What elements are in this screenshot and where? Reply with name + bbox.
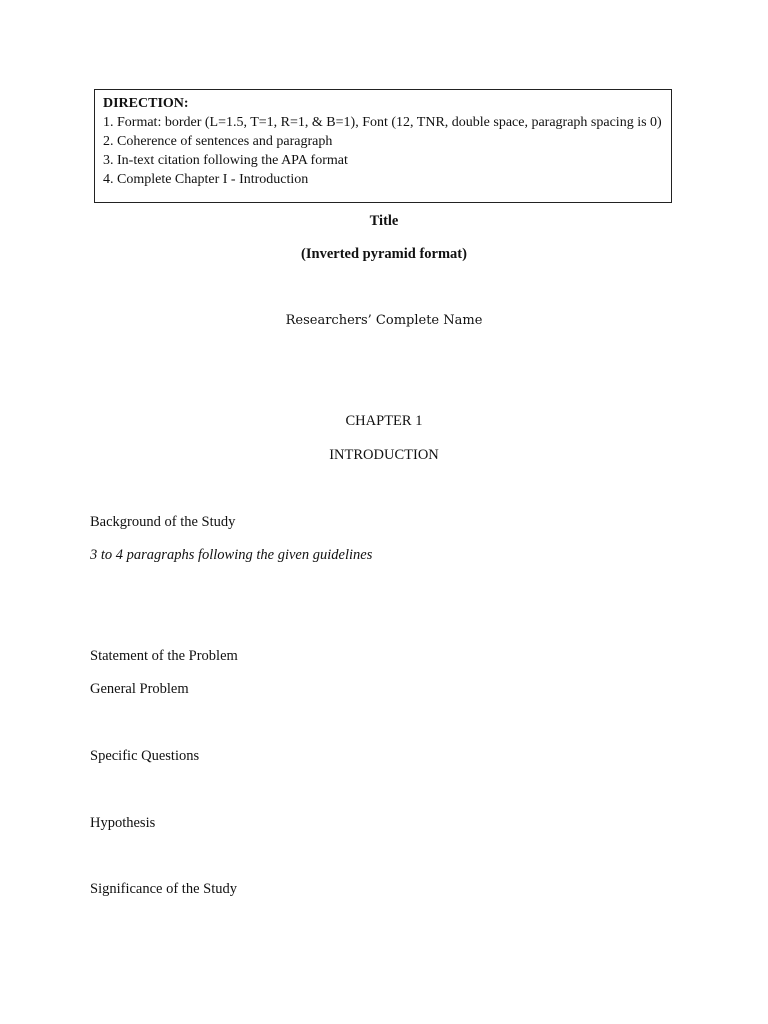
background-note: 3 to 4 paragraphs following the given guidelines — [90, 547, 373, 563]
chapter-title: INTRODUCTION — [329, 447, 439, 463]
researchers-name: Researchers’ Complete Name — [285, 313, 483, 328]
direction-item-1: 1. Format: border (L=1.5, T=1, R=1, & B=1), Font (12, TNR, double space, paragraph spacing is 0) — [103, 115, 662, 130]
document-title: Title — [369, 213, 399, 229]
direction-box — [94, 89, 672, 203]
direction-heading: DIRECTION: — [103, 96, 189, 111]
chapter-number: CHAPTER 1 — [345, 413, 423, 429]
section-specific-questions: Specific Questions — [90, 748, 200, 764]
section-statement: Statement of the Problem — [90, 648, 238, 664]
direction-item-4: 4. Complete Chapter I - Introduction — [103, 172, 309, 187]
section-hypothesis: Hypothesis — [90, 815, 156, 831]
section-general-problem: General Problem — [90, 681, 189, 697]
direction-item-2: 2. Coherence of sentences and paragraph — [103, 134, 333, 149]
section-significance: Significance of the Study — [90, 881, 237, 897]
section-background: Background of the Study — [90, 514, 236, 530]
direction-item-3: 3. In-text citation following the APA format — [103, 153, 348, 168]
title-format-note: (Inverted pyramid format) — [301, 246, 467, 262]
